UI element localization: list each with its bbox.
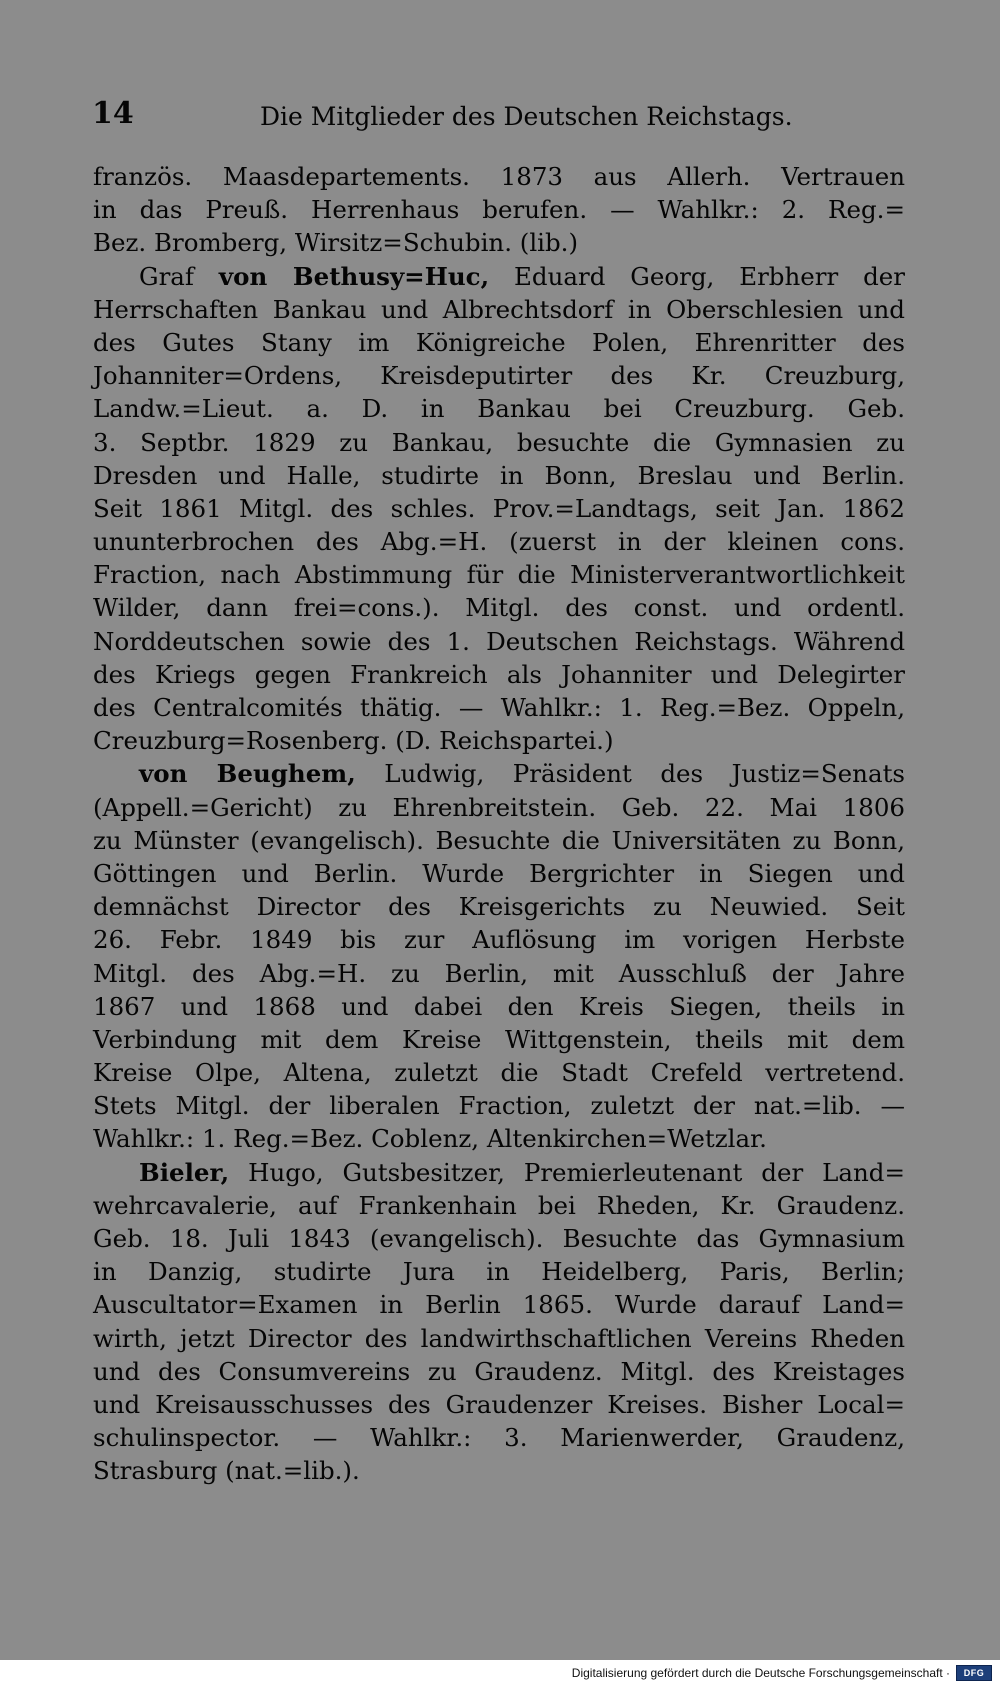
text-line: wirth, jetzt Director des landwirthschaftlichen Vereins Rheden	[93, 1323, 905, 1353]
text-line: 1867 und 1868 und dabei den Kreis Siegen, theils in	[93, 991, 905, 1021]
text-line: des Gutes Stany im Königreiche Polen, Ehrenritter des	[93, 327, 905, 357]
entry-first-line	[93, 1156, 905, 1189]
text-line: Dresden und Halle, studirte in Bonn, Breslau und Berlin.	[93, 460, 905, 490]
text-line: Strasburg (nat.=lib.).	[93, 1456, 360, 1486]
text-line: schulinspector. — Wahlkr.: 3. Marienwerder, Graudenz,	[93, 1423, 905, 1453]
text-line: und Kreisausschusses des Graudenzer Kreises. Bisher Local=	[93, 1389, 905, 1419]
page-number: 14	[92, 96, 134, 131]
dfg-logo	[956, 1665, 992, 1681]
text-line: wehrcavalerie, auf Frankenhain bei Rheden, Kr. Graudenz.	[93, 1190, 905, 1220]
text-line: Auscultator=Examen in Berlin 1865. Wurde darauf Land=	[93, 1290, 905, 1320]
text-line: Seit 1861 Mitgl. des schles. Prov.=Landtags, seit Jan. 1862	[93, 493, 905, 523]
name-suffix-text: Ludwig, Präsident des Justiz=Senats	[355, 759, 905, 789]
funding-credit: Digitalisierung gefördert durch die Deutsche Forschungsgemeinschaft ·	[571, 1666, 950, 1680]
text-column	[93, 160, 905, 1488]
text-line: Geb. 18. Juli 1843 (evangelisch). Besuchte das Gymnasium	[93, 1224, 905, 1253]
text-line: Wilder, dann frei=cons.). Mitgl. des const. und ordentl.	[93, 593, 905, 623]
text-line: des Kriegs gegen Frankreich als Johanniter und Delegirter	[93, 659, 905, 689]
text-line: Creuzburg=Rosenberg. (D. Reichspartei.)	[93, 726, 614, 756]
member-name: von Bethusy=Huc,	[218, 261, 490, 291]
member-name: Bieler,	[139, 1157, 230, 1187]
text-line: französ. Maasdepartements. 1873 aus Allerh. Vertrauen	[93, 162, 905, 191]
text-line: 26. Febr. 1849 bis zur Auflösung im vorigen Herbste	[93, 925, 905, 955]
footer-bar	[0, 1660, 1000, 1686]
entry-first-line	[93, 260, 905, 293]
running-head: Die Mitglieder des Deutschen Reichstags.	[260, 102, 793, 131]
name-suffix-text: Eduard Georg, Erbherr der	[489, 261, 905, 291]
text-line: Wahlkr.: 1. Reg.=Bez. Coblenz, Altenkirchen=Wetzlar.	[93, 1124, 767, 1154]
dfg-logo-text: DFG	[963, 1668, 985, 1678]
text-line: Johanniter=Ordens, Kreisdeputirter des Kr. Creuzburg,	[93, 361, 905, 391]
text-line: Stets Mitgl. der liberalen Fraction, zuletzt der nat.=lib. —	[93, 1091, 905, 1121]
text-line: 3. Septbr. 1829 zu Bankau, besuchte die Gymnasien zu	[93, 427, 905, 457]
entry-continuation	[93, 160, 905, 260]
name-prefix: Graf	[139, 261, 219, 291]
text-line: Kreise Olpe, Altena, zuletzt die Stadt Crefeld vertretend.	[93, 1058, 905, 1088]
text-line: (Appell.=Gericht) zu Ehrenbreitstein. Geb. 22. Mai 1806	[93, 792, 905, 822]
text-line: in das Preuß. Herrenhaus berufen. — Wahlkr.: 2. Reg.=	[93, 195, 905, 225]
text-line: des Centralcomités thätig. — Wahlkr.: 1. Reg.=Bez. Oppeln,	[93, 693, 905, 722]
name-suffix-text: Hugo, Gutsbesitzer, Premierleutenant der Land=	[229, 1157, 905, 1187]
text-line: Mitgl. des Abg.=H. zu Berlin, mit Ausschluß der Jahre	[93, 958, 905, 988]
entry-bethusy-huc	[93, 260, 905, 758]
entry-beughem	[93, 757, 905, 1155]
text-line: Landw.=Lieut. a. D. in Bankau bei Creuzburg. Geb.	[93, 394, 905, 424]
text-line: Göttingen und Berlin. Wurde Bergrichter in Siegen und	[93, 858, 905, 888]
text-line: in Danzig, studirte Jura in Heidelberg, Paris, Berlin;	[93, 1257, 905, 1287]
text-line: Fraction, nach Abstimmung für die Ministerverantwortlichkeit	[93, 560, 905, 590]
text-line: zu Münster (evangelisch). Besuchte die Universitäten zu Bonn,	[93, 825, 905, 855]
text-line: und des Consumvereins zu Graudenz. Mitgl. des Kreistages	[93, 1356, 905, 1386]
text-line: Verbindung mit dem Kreise Wittgenstein, theils mit dem	[93, 1024, 905, 1054]
text-line: ununterbrochen des Abg.=H. (zuerst in der kleinen cons.	[93, 527, 905, 557]
entry-first-line	[93, 757, 905, 790]
member-name: von Beughem,	[139, 759, 356, 789]
text-line: Norddeutschen sowie des 1. Deutschen Reichstags. Während	[93, 626, 905, 656]
text-line: Herrschaften Bankau und Albrechtsdorf in Oberschlesien und	[93, 294, 905, 324]
text-line: demnächst Director des Kreisgerichts zu Neuwied. Seit	[93, 892, 905, 922]
entry-bieler	[93, 1156, 905, 1488]
text-line: Bez. Bromberg, Wirsitz=Schubin. (lib.)	[93, 228, 579, 258]
